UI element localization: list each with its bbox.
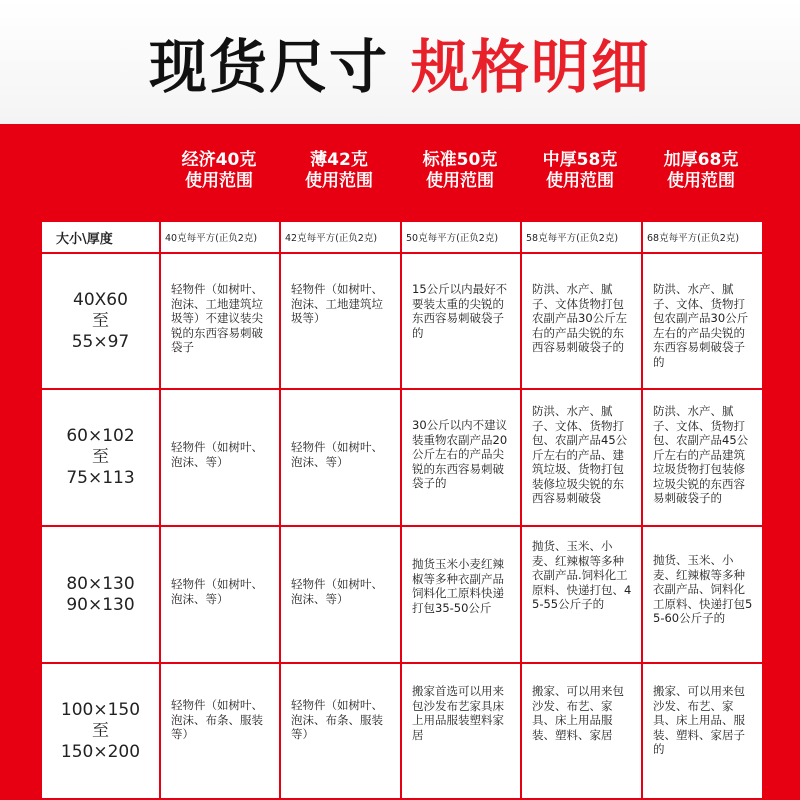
column-heading-50g	[400, 150, 520, 192]
usage-text: 防洪、水产、腻子、文体、货物打包农副产品30公斤左右的产品尖锐的东西容易刺破袋子的	[653, 282, 749, 369]
usage-text: 抛货、玉米、小麦、红辣椒等多种衣副产品、饲料化工原料、快递打包55-60公斤子的	[653, 553, 753, 625]
table-row	[41, 389, 763, 526]
column-heading-68g	[641, 150, 761, 192]
usage-text: 防洪、水产、腻子、文体货物打包农副产品30公斤左右的产品尖锐的东西容易刺破袋子的	[532, 282, 628, 354]
spec-table	[40, 220, 764, 800]
spec-cell: 50克每平方(正负2克)	[401, 221, 521, 253]
usage-cell	[401, 526, 521, 663]
usage-cell	[401, 253, 521, 389]
column-heading-line1: 加厚68克	[663, 150, 739, 170]
usage-cell	[401, 663, 521, 799]
usage-cell	[521, 253, 642, 389]
usage-text: 轻物件（如树叶、泡沫、工地建筑垃圾等）	[291, 282, 383, 325]
usage-cell	[280, 389, 401, 526]
table-row	[41, 663, 763, 799]
size-value: 40X60	[73, 289, 128, 310]
usage-text: 轻物件（如树叶、泡沫、等）	[171, 440, 263, 469]
title-part-black: 现货尺寸	[148, 33, 389, 101]
usage-text: 15公斤以内最好不要装太重的尖锐的东西容易刺破袋子的	[412, 282, 508, 340]
usage-cell	[160, 663, 280, 799]
column-heading-line2: 使用范围	[667, 171, 735, 191]
usage-cell	[160, 389, 280, 526]
column-heading-58g	[520, 150, 640, 192]
usage-text: 30公斤以内不建议装重物农副产品20公斤左右的产品尖锐的东西容易刺破袋子的	[412, 418, 508, 490]
size-connector: 至	[92, 310, 109, 331]
size-cell	[41, 526, 160, 663]
usage-text: 搬家、可以用来包沙发、布艺、家具、床上用品、服装、塑料、家居子的	[653, 684, 745, 756]
usage-cell	[280, 663, 401, 799]
usage-text: 搬家、可以用来包沙发、布艺、家具、床上用品服装、塑料、家居	[532, 684, 624, 742]
column-heading-line1: 经济40克	[181, 150, 257, 170]
usage-cell	[521, 663, 642, 799]
usage-cell	[401, 389, 521, 526]
column-heading-line2: 使用范围	[305, 171, 373, 191]
usage-text: 防洪、水产、腻子、文体、货物打包、农副产品45公斤左右的产品建筑垃圾货物打包装修垃圾尖锐的东西容易刺破袋子的	[653, 404, 749, 505]
column-heading-40g	[159, 150, 279, 192]
size-value: 150×200	[60, 741, 141, 762]
usage-cell	[160, 526, 280, 663]
table-row	[41, 253, 763, 389]
size-value: 55×97	[71, 331, 130, 352]
column-heading-line1: 薄42克	[310, 150, 368, 170]
usage-text: 防洪、水产、腻子、文体、货物打包、农副产品45公斤左右的产品、建筑垃圾、货物打包装修垃圾尖锐的东西容易刺破袋	[532, 404, 628, 505]
spec-cell: 42克每平方(正负2克)	[280, 221, 401, 253]
usage-cell	[280, 526, 401, 663]
size-header-cell: 大小\厚度	[41, 221, 160, 253]
column-heading-line2: 使用范围	[426, 171, 494, 191]
size-value: 100×150	[60, 699, 141, 720]
spec-cell: 68克每平方(正负2克)	[642, 221, 763, 253]
size-value: 80×130	[66, 573, 135, 594]
table-row	[41, 526, 763, 663]
table-header-row	[41, 221, 763, 253]
usage-text: 轻物件（如树叶、泡沫、布条、服装等）	[171, 698, 263, 741]
size-value: 60×102	[66, 426, 135, 446]
page-title	[0, 33, 800, 101]
usage-text: 轻物件（如树叶、泡沫、布条、服装等）	[291, 698, 383, 741]
usage-text: 轻物件（如树叶、泡沫、等）	[291, 577, 383, 606]
usage-cell	[521, 526, 642, 663]
size-cell	[41, 253, 160, 389]
size-connector: 至	[92, 447, 109, 467]
size-cell	[41, 389, 160, 526]
size-cell	[41, 663, 160, 799]
usage-cell	[642, 526, 763, 663]
column-heading-line1: 中厚58克	[542, 150, 618, 170]
usage-cell	[642, 389, 763, 526]
usage-cell	[160, 253, 280, 389]
spec-cell: 58克每平方(正负2克)	[521, 221, 642, 253]
usage-text: 轻物件（如树叶、泡沫、工地建筑垃圾等）不建议装尖锐的东西容易刺破袋子	[171, 282, 263, 354]
usage-text: 抛货玉米小麦红辣椒等多种衣副产品饲料化工原料快递打包35-50公斤	[412, 557, 504, 615]
usage-text: 轻物件（如树叶、泡沫、等）	[291, 440, 383, 469]
column-heading-line2: 使用范围	[185, 171, 253, 191]
size-connector: 至	[92, 720, 109, 741]
column-heading-line1: 标准50克	[422, 150, 498, 170]
size-value: 75×113	[66, 468, 135, 488]
spec-cell: 40克每平方(正负2克)	[160, 221, 280, 253]
usage-cell	[521, 389, 642, 526]
title-part-red: 规格明细	[411, 33, 652, 101]
usage-text: 搬家首选可以用来包沙发布艺家具床上用品服装塑料家居	[412, 684, 504, 742]
column-heading-42g	[279, 150, 399, 192]
usage-text: 轻物件（如树叶、泡沫、等）	[171, 577, 263, 606]
usage-cell	[642, 253, 763, 389]
column-heading-line2: 使用范围	[546, 171, 614, 191]
size-value: 90×130	[66, 594, 135, 615]
usage-cell	[280, 253, 401, 389]
usage-text: 抛货、玉米、小麦、红辣椒等多种衣副产品.饲料化工原料、快递打包、45-55公斤子的	[532, 539, 632, 611]
title-bar	[0, 0, 800, 124]
usage-cell	[642, 663, 763, 799]
